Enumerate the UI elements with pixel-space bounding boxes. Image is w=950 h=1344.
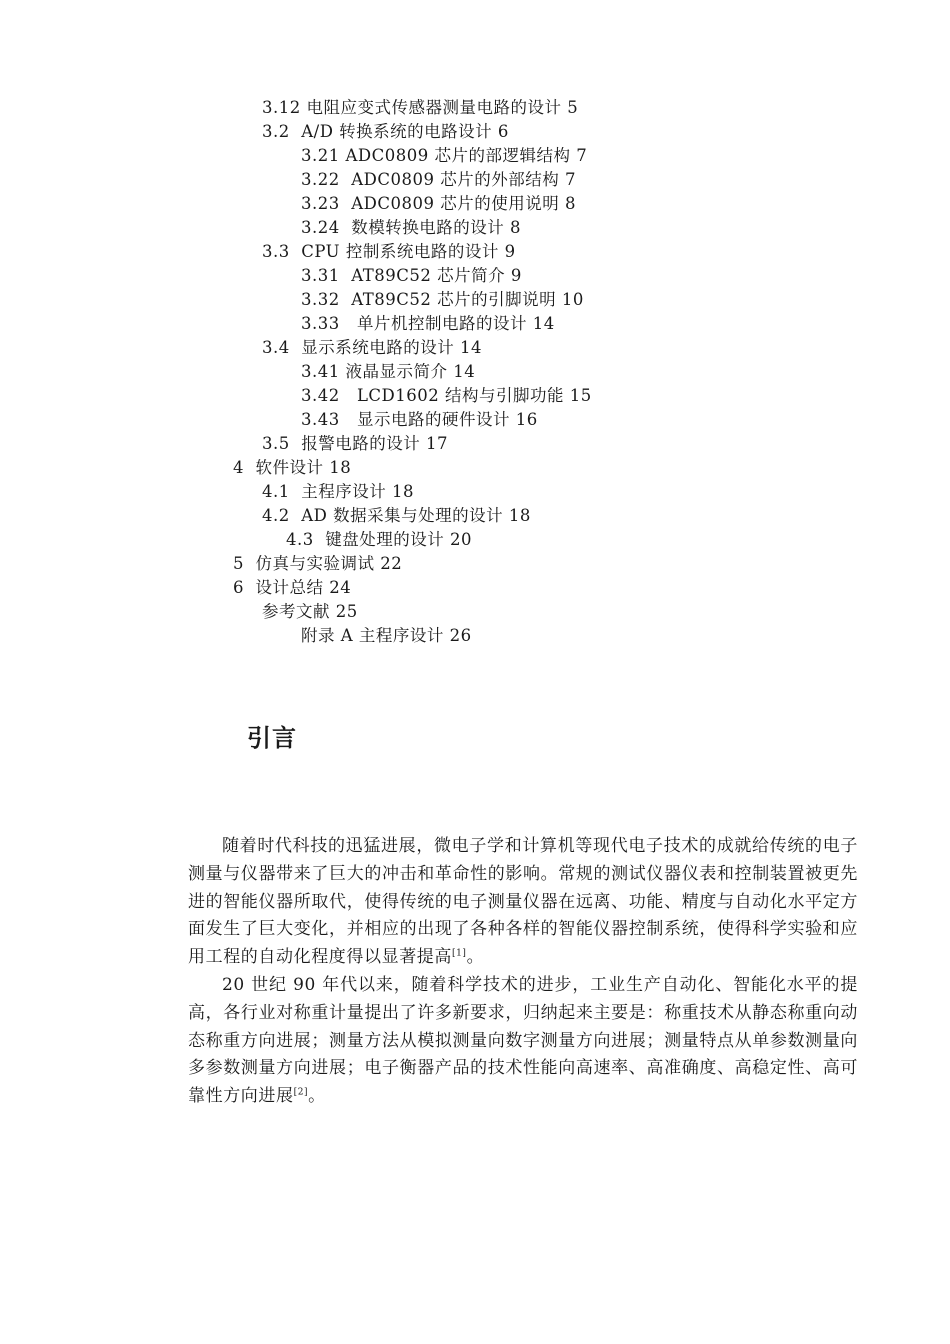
toc-entry: 3.31 AT89C52 芯片简介 9 <box>301 266 522 285</box>
toc-entry: 3.3 CPU 控制系统电路的设计 9 <box>262 242 516 261</box>
section-heading: 引言 <box>247 724 297 752</box>
paragraph-text: 随着时代科技的迅猛进展，微电子学和计算机等现代电子技术的成就给传统的电子测量与仪器带来了巨大的冲击和革命性的影响。常规的测试仪器仪表和控制装置被更先进的智能仪器所取代，使得传统的电子测量仪器在远离、功能、精度与自动化水平定方面发生了巨大变化，并相应的出现了各种各样的智能仪器控制系统，使得科学实验和应用工程的自动化程度得以显著提高 <box>188 836 858 968</box>
toc-entry: 6 设计总结 24 <box>233 578 352 597</box>
toc-entry: 4.1 主程序设计 18 <box>262 482 414 501</box>
toc-entry: 3.4 显示系统电路的设计 14 <box>262 338 482 357</box>
toc-entry: 5 仿真与实验调试 22 <box>233 554 403 573</box>
toc-entry: 3.41 液晶显示简介 14 <box>301 362 476 381</box>
toc-entry: 3.24 数模转换电路的设计 8 <box>301 218 521 237</box>
paragraph <box>188 833 858 972</box>
toc-entry: 3.43 显示电路的硬件设计 16 <box>301 410 538 429</box>
toc-entry: 3.42 LCD1602 结构与引脚功能 15 <box>301 386 592 405</box>
toc-entry: 3.2 A/D 转换系统的电路设计 6 <box>262 122 509 141</box>
toc-entry: 参考文献 25 <box>262 602 358 621</box>
paragraph <box>188 972 858 1111</box>
toc-entry: 附录 A 主程序设计 26 <box>301 626 472 645</box>
toc-entry: 3.22 ADC0809 芯片的外部结构 7 <box>301 170 576 189</box>
table-of-contents <box>0 96 950 648</box>
paragraph-tail: 。 <box>308 1086 326 1107</box>
toc-entry: 3.12 电阻应变式传感器测量电路的设计 5 <box>262 98 579 117</box>
toc-entry: 4 软件设计 18 <box>233 458 352 477</box>
toc-entry: 3.5 报警电路的设计 17 <box>262 434 448 453</box>
toc-entry: 4.2 AD 数据采集与处理的设计 18 <box>262 506 531 525</box>
body-text <box>188 833 858 1111</box>
citation-ref: [1] <box>452 948 467 959</box>
toc-entry: 3.32 AT89C52 芯片的引脚说明 10 <box>301 290 584 309</box>
paragraph-tail: 。 <box>466 947 485 968</box>
toc-entry: 3.33 单片机控制电路的设计 14 <box>301 314 555 333</box>
toc-entry: 3.23 ADC0809 芯片的使用说明 8 <box>301 194 576 213</box>
paragraph-text: 20 世纪 90 年代以来，随着科学技术的进步，工业生产自动化、智能化水平的提高，各行业对称重计量提出了许多新要求，归纳起来主要是：称重技术从静态称重向动态称重方向进展；测量方法从模拟测量向数字测量方向进展；测量特点从单参数测量向多参数测量方向进展；电子衡器产品的技术性能向高速率、高准确度、高稳定性、高可靠性方向进展 <box>188 974 858 1107</box>
citation-ref: [2] <box>293 1087 309 1098</box>
toc-entry: 4.3 键盘处理的设计 20 <box>286 530 472 549</box>
toc-entry: 3.21 ADC0809 芯片的部逻辑结构 7 <box>301 146 588 165</box>
